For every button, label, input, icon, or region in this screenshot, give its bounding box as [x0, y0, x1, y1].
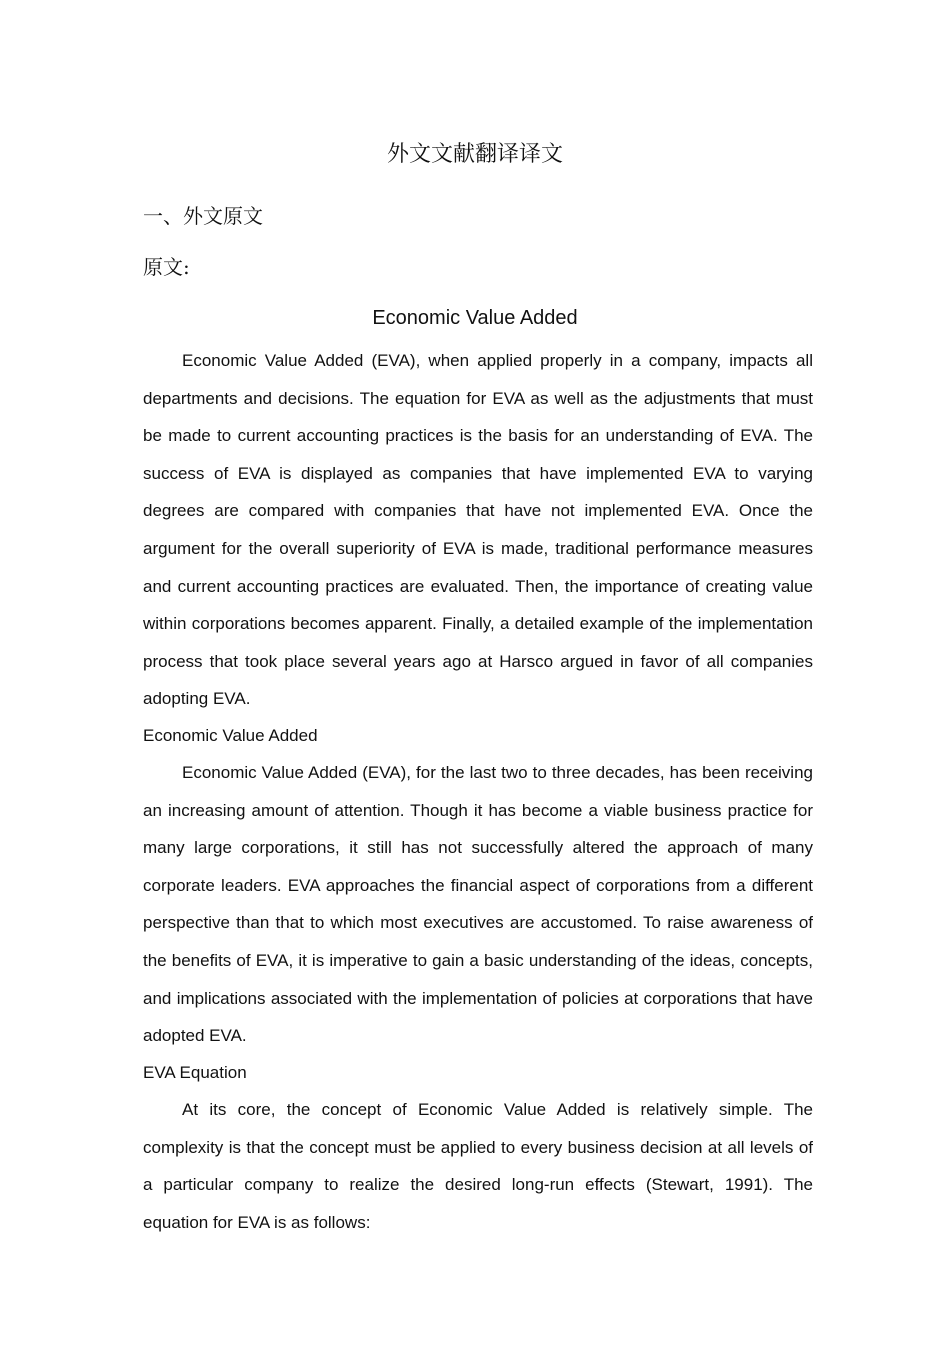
section-heading: 一、外文原文 — [143, 204, 263, 228]
equation-paragraph: At its core, the concept of Economic Value Added is relatively simple. The complexity is that the concept must be applied to every business decision at all levels of a particular company to realize the desired long-run effects (Stewart, 1991). The equation for EVA is as follows: — [143, 1100, 813, 1232]
article-title: Economic Value Added — [372, 307, 578, 329]
document-title: 外文文献翻译译文 — [386, 142, 563, 167]
original-text-label: 原文: — [143, 255, 190, 279]
subheading-economic-value-added: Economic Value Added — [143, 726, 318, 745]
intro-paragraph: Economic Value Added (EVA), for the last two to three decades, has been receiving an increasing amount of attention. Though it has become a viable business practice for many large corporations, it still has not successfully altered the approach of many corporate leaders. EVA approaches the financial aspect of corporations from a different perspective than that to which most executives are accustomed. To raise awareness of the benefits of EVA, it is imperative to gain a basic understanding of the ideas, concepts, and implications associated with the implementation of policies at corporations that have adopted EVA. — [143, 763, 813, 1046]
abstract-paragraph: Economic Value Added (EVA), when applied properly in a company, impacts all departments and decisions. The equation for EVA as well as the adjustments that must be made to current accounting practices is the basis for an understanding of EVA. The success of EVA is displayed as companies that have implemented EVA to varying degrees are compared with companies that have not implemented EVA. Once the argument for the overall superiority of EVA is made, traditional performance measures and current accounting practices are evaluated. Then, the importance of creating value within corporations becomes apparent. Finally, a detailed example of the implementation process that took place several years ago at Harsco argued in favor of all companies adopting EVA. — [143, 351, 813, 709]
subheading-eva-equation: EVA Equation — [143, 1063, 247, 1082]
